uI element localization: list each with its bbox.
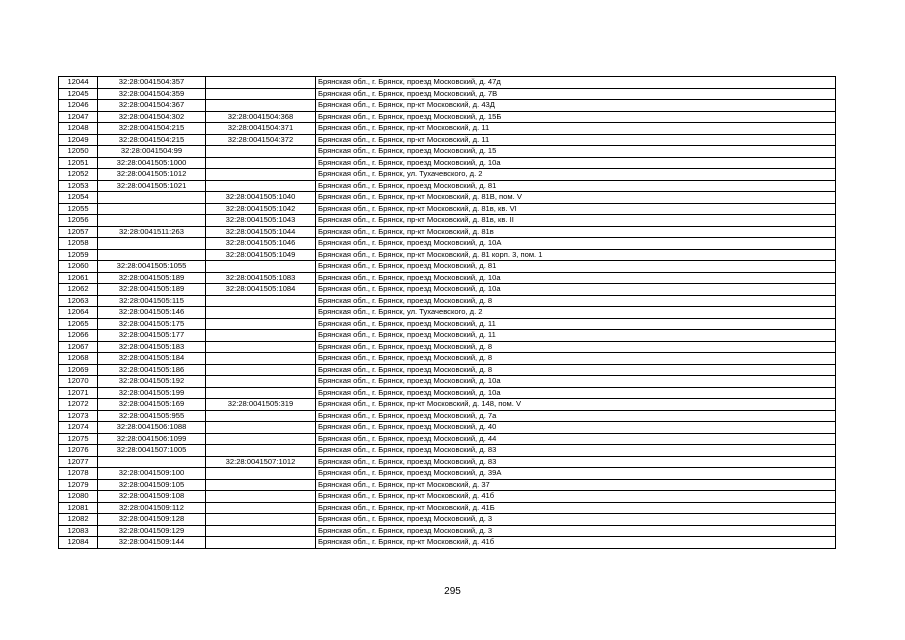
premises-cadastral-number-cell: [206, 445, 316, 457]
cadastral-number-cell: 32:28:0041505:189: [98, 284, 206, 296]
cadastral-number-cell: [98, 249, 206, 261]
table-row: [59, 502, 836, 514]
premises-cadastral-number-cell: 32:28:0041505:1040: [206, 192, 316, 204]
cadastral-number-cell: 32:28:0041509:108: [98, 491, 206, 503]
cadastral-number-cell: 32:28:0041505:1012: [98, 169, 206, 181]
row-number-cell: 12064: [59, 307, 98, 319]
premises-cadastral-number-cell: [206, 387, 316, 399]
address-cell: Брянская обл., г. Брянск, проезд Московский, д. 10А: [316, 238, 836, 250]
address-cell: Брянская обл., г. Брянск, пр-кт Московский, д. 148, пом. V: [316, 399, 836, 411]
premises-cadastral-number-cell: [206, 180, 316, 192]
premises-cadastral-number-cell: [206, 341, 316, 353]
row-number-cell: 12045: [59, 88, 98, 100]
table-row: [59, 295, 836, 307]
address-cell: Брянская обл., г. Брянск, проезд Московский, д. 10а: [316, 387, 836, 399]
row-number-cell: 12047: [59, 111, 98, 123]
premises-cadastral-number-cell: [206, 146, 316, 158]
address-cell: Брянская обл., г. Брянск, проезд Московский, д. 15Б: [316, 111, 836, 123]
premises-cadastral-number-cell: 32:28:0041507:1012: [206, 456, 316, 468]
cadastral-number-cell: 32:28:0041505:186: [98, 364, 206, 376]
premises-cadastral-number-cell: 32:28:0041505:319: [206, 399, 316, 411]
address-cell: Брянская обл., г. Брянск, пр-кт Московский, д. 37: [316, 479, 836, 491]
row-number-cell: 12077: [59, 456, 98, 468]
cadastral-number-cell: 32:28:0041509:100: [98, 468, 206, 480]
row-number-cell: 12070: [59, 376, 98, 388]
premises-cadastral-number-cell: [206, 353, 316, 365]
address-cell: Брянская обл., г. Брянск, пр-кт Московский, д. 81в, кв. VI: [316, 203, 836, 215]
table-row: [59, 387, 836, 399]
cadastral-number-cell: 32:28:0041505:199: [98, 387, 206, 399]
row-number-cell: 12068: [59, 353, 98, 365]
row-number-cell: 12083: [59, 525, 98, 537]
cadastral-number-cell: [98, 215, 206, 227]
row-number-cell: 12056: [59, 215, 98, 227]
cadastral-number-cell: 32:28:0041504:302: [98, 111, 206, 123]
premises-cadastral-number-cell: [206, 295, 316, 307]
table-row: [59, 514, 836, 526]
cadastral-number-cell: 32:28:0041509:129: [98, 525, 206, 537]
table-row: [59, 238, 836, 250]
page-number: 295: [444, 586, 461, 597]
address-cell: Брянская обл., г. Брянск, пр-кт Московский, д. 41б: [316, 537, 836, 549]
address-cell: Брянская обл., г. Брянск, проезд Московский, д. 39А: [316, 468, 836, 480]
address-cell: Брянская обл., г. Брянск, ул. Тухачевского, д. 2: [316, 169, 836, 181]
address-cell: Брянская обл., г. Брянск, пр-кт Московский, д. 41б: [316, 491, 836, 503]
cadastral-number-cell: [98, 203, 206, 215]
row-number-cell: 12076: [59, 445, 98, 457]
table-row: [59, 203, 836, 215]
address-cell: Брянская обл., г. Брянск, проезд Московский, д. 11: [316, 330, 836, 342]
row-number-cell: 12072: [59, 399, 98, 411]
table-row: [59, 134, 836, 146]
table-row: [59, 226, 836, 238]
cadastral-number-cell: 32:28:0041505:115: [98, 295, 206, 307]
table-row: [59, 433, 836, 445]
cadastral-number-cell: 32:28:0041505:192: [98, 376, 206, 388]
premises-cadastral-number-cell: [206, 479, 316, 491]
cadastral-number-cell: 32:28:0041504:367: [98, 100, 206, 112]
address-cell: Брянская обл., г. Брянск, проезд Московский, д. 8: [316, 341, 836, 353]
registry-table-body: [59, 77, 836, 549]
row-number-cell: 12052: [59, 169, 98, 181]
address-cell: Брянская обл., г. Брянск, пр-кт Московский, д. 81в, кв. II: [316, 215, 836, 227]
table-row: [59, 146, 836, 158]
row-number-cell: 12063: [59, 295, 98, 307]
address-cell: Брянская обл., г. Брянск, проезд Московский, д. 8: [316, 295, 836, 307]
address-cell: Брянская обл., г. Брянск, проезд Московский, д. 10а: [316, 376, 836, 388]
cadastral-number-cell: 32:28:0041505:1000: [98, 157, 206, 169]
cadastral-number-cell: 32:28:0041505:955: [98, 410, 206, 422]
address-cell: Брянская обл., г. Брянск, проезд Московский, д. 83: [316, 445, 836, 457]
table-row: [59, 215, 836, 227]
address-cell: Брянская обл., г. Брянск, ул. Тухачевского, д. 2: [316, 307, 836, 319]
premises-cadastral-number-cell: 32:28:0041505:1084: [206, 284, 316, 296]
table-row: [59, 479, 836, 491]
cadastral-number-cell: 32:28:0041505:1055: [98, 261, 206, 273]
premises-cadastral-number-cell: [206, 307, 316, 319]
row-number-cell: 12079: [59, 479, 98, 491]
table-row: [59, 330, 836, 342]
premises-cadastral-number-cell: [206, 157, 316, 169]
row-number-cell: 12044: [59, 77, 98, 89]
premises-cadastral-number-cell: [206, 88, 316, 100]
premises-cadastral-number-cell: [206, 376, 316, 388]
address-cell: Брянская обл., г. Брянск, проезд Московский, д. 81: [316, 180, 836, 192]
cadastral-number-cell: 32:28:0041504:357: [98, 77, 206, 89]
cadastral-number-cell: 32:28:0041509:112: [98, 502, 206, 514]
address-cell: Брянская обл., г. Брянск, проезд Московский, д. 8: [316, 353, 836, 365]
table-row: [59, 307, 836, 319]
row-number-cell: 12073: [59, 410, 98, 422]
address-cell: Брянская обл., г. Брянск, проезд Московский, д. 15: [316, 146, 836, 158]
table-row: [59, 157, 836, 169]
address-cell: Брянская обл., г. Брянск, проезд Московский, д. 10а: [316, 284, 836, 296]
premises-cadastral-number-cell: 32:28:0041505:1044: [206, 226, 316, 238]
premises-cadastral-number-cell: [206, 514, 316, 526]
cadastral-number-cell: 32:28:0041509:144: [98, 537, 206, 549]
cadastral-number-cell: 32:28:0041505:177: [98, 330, 206, 342]
row-number-cell: 12069: [59, 364, 98, 376]
table-row: [59, 192, 836, 204]
premises-cadastral-number-cell: [206, 468, 316, 480]
address-cell: Брянская обл., г. Брянск, проезд Московский, д. 10а: [316, 157, 836, 169]
address-cell: Брянская обл., г. Брянск, проезд Московский, д. 7а: [316, 410, 836, 422]
premises-cadastral-number-cell: [206, 77, 316, 89]
premises-cadastral-number-cell: [206, 537, 316, 549]
row-number-cell: 12051: [59, 157, 98, 169]
premises-cadastral-number-cell: [206, 364, 316, 376]
premises-cadastral-number-cell: [206, 330, 316, 342]
table-row: [59, 100, 836, 112]
premises-cadastral-number-cell: [206, 491, 316, 503]
premises-cadastral-number-cell: [206, 100, 316, 112]
table-row: [59, 341, 836, 353]
row-number-cell: 12049: [59, 134, 98, 146]
table-row: [59, 376, 836, 388]
table-row: [59, 77, 836, 89]
row-number-cell: 12082: [59, 514, 98, 526]
premises-cadastral-number-cell: 32:28:0041505:1083: [206, 272, 316, 284]
table-row: [59, 537, 836, 549]
premises-cadastral-number-cell: 32:28:0041504:372: [206, 134, 316, 146]
premises-cadastral-number-cell: [206, 318, 316, 330]
row-number-cell: 12054: [59, 192, 98, 204]
address-cell: Брянская обл., г. Брянск, пр-кт Московский, д. 81 корп. 3, пом. 1: [316, 249, 836, 261]
table-row: [59, 180, 836, 192]
cadastral-number-cell: 32:28:0041509:128: [98, 514, 206, 526]
row-number-cell: 12061: [59, 272, 98, 284]
premises-cadastral-number-cell: 32:28:0041505:1046: [206, 238, 316, 250]
table-row: [59, 456, 836, 468]
cadastral-number-cell: 32:28:0041505:169: [98, 399, 206, 411]
cadastral-number-cell: 32:28:0041504:99: [98, 146, 206, 158]
table-row: [59, 353, 836, 365]
row-number-cell: 12055: [59, 203, 98, 215]
cadastral-number-cell: 32:28:0041505:183: [98, 341, 206, 353]
table-row: [59, 111, 836, 123]
cadastral-number-cell: 32:28:0041505:184: [98, 353, 206, 365]
row-number-cell: 12071: [59, 387, 98, 399]
address-cell: Брянская обл., г. Брянск, проезд Московский, д. 44: [316, 433, 836, 445]
row-number-cell: 12046: [59, 100, 98, 112]
premises-cadastral-number-cell: [206, 433, 316, 445]
table-row: [59, 445, 836, 457]
address-cell: Брянская обл., г. Брянск, проезд Московский, д. 47д: [316, 77, 836, 89]
table-row: [59, 284, 836, 296]
address-cell: Брянская обл., г. Брянск, проезд Московский, д. 11: [316, 318, 836, 330]
premises-cadastral-number-cell: [206, 525, 316, 537]
table-row: [59, 261, 836, 273]
address-cell: Брянская обл., г. Брянск, пр-кт Московский, д. 41Б: [316, 502, 836, 514]
premises-cadastral-number-cell: 32:28:0041505:1049: [206, 249, 316, 261]
table-row: [59, 88, 836, 100]
premises-cadastral-number-cell: [206, 261, 316, 273]
address-cell: Брянская обл., г. Брянск, проезд Московский, д. 10а: [316, 272, 836, 284]
cadastral-number-cell: 32:28:0041511:263: [98, 226, 206, 238]
row-number-cell: 12074: [59, 422, 98, 434]
row-number-cell: 12059: [59, 249, 98, 261]
table-row: [59, 422, 836, 434]
row-number-cell: 12080: [59, 491, 98, 503]
row-number-cell: 12084: [59, 537, 98, 549]
address-cell: Брянская обл., г. Брянск, проезд Московский, д. 81: [316, 261, 836, 273]
cadastral-number-cell: 32:28:0041504:215: [98, 123, 206, 135]
premises-cadastral-number-cell: [206, 410, 316, 422]
cadastral-number-cell: 32:28:0041504:215: [98, 134, 206, 146]
cadastral-number-cell: [98, 192, 206, 204]
table-row: [59, 272, 836, 284]
row-number-cell: 12066: [59, 330, 98, 342]
cadastral-number-cell: 32:28:0041505:175: [98, 318, 206, 330]
row-number-cell: 12075: [59, 433, 98, 445]
cadastral-number-cell: 32:28:0041505:146: [98, 307, 206, 319]
row-number-cell: 12048: [59, 123, 98, 135]
cadastral-number-cell: 32:28:0041505:189: [98, 272, 206, 284]
table-row: [59, 169, 836, 181]
row-number-cell: 12050: [59, 146, 98, 158]
address-cell: Брянская обл., г. Брянск, пр-кт Московский, д. 81В, пом. V: [316, 192, 836, 204]
cadastral-number-cell: [98, 238, 206, 250]
address-cell: Брянская обл., г. Брянск, пр-кт Московский, д. 11: [316, 123, 836, 135]
cadastral-number-cell: 32:28:0041507:1005: [98, 445, 206, 457]
premises-cadastral-number-cell: 32:28:0041504:371: [206, 123, 316, 135]
address-cell: Брянская обл., г. Брянск, проезд Московский, д. 3: [316, 525, 836, 537]
address-cell: Брянская обл., г. Брянск, пр-кт Московский, д. 11: [316, 134, 836, 146]
cadastral-number-cell: 32:28:0041506:1099: [98, 433, 206, 445]
cadastral-number-cell: 32:28:0041509:105: [98, 479, 206, 491]
table-row: [59, 525, 836, 537]
address-cell: Брянская обл., г. Брянск, проезд Московский, д. 40: [316, 422, 836, 434]
address-cell: Брянская обл., г. Брянск, пр-кт Московский, д. 43Д: [316, 100, 836, 112]
table-row: [59, 491, 836, 503]
table-row: [59, 318, 836, 330]
row-number-cell: 12057: [59, 226, 98, 238]
row-number-cell: 12060: [59, 261, 98, 273]
table-row: [59, 123, 836, 135]
cadastral-number-cell: [98, 456, 206, 468]
address-cell: Брянская обл., г. Брянск, проезд Московский, д. 3: [316, 514, 836, 526]
premises-cadastral-number-cell: [206, 169, 316, 181]
address-cell: Брянская обл., г. Брянск, проезд Московский, д. 8: [316, 364, 836, 376]
row-number-cell: 12053: [59, 180, 98, 192]
premises-cadastral-number-cell: 32:28:0041504:368: [206, 111, 316, 123]
cadastral-number-cell: 32:28:0041504:359: [98, 88, 206, 100]
row-number-cell: 12065: [59, 318, 98, 330]
row-number-cell: 12067: [59, 341, 98, 353]
cadastral-number-cell: 32:28:0041505:1021: [98, 180, 206, 192]
address-cell: Брянская обл., г. Брянск, проезд Московский, д. 7В: [316, 88, 836, 100]
row-number-cell: 12078: [59, 468, 98, 480]
row-number-cell: 12081: [59, 502, 98, 514]
table-row: [59, 364, 836, 376]
premises-cadastral-number-cell: [206, 422, 316, 434]
address-cell: Брянская обл., г. Брянск, проезд Московский, д. 83: [316, 456, 836, 468]
table-row: [59, 249, 836, 261]
premises-cadastral-number-cell: [206, 502, 316, 514]
row-number-cell: 12062: [59, 284, 98, 296]
address-cell: Брянская обл., г. Брянск, пр-кт Московский, д. 81в: [316, 226, 836, 238]
premises-cadastral-number-cell: 32:28:0041505:1043: [206, 215, 316, 227]
row-number-cell: 12058: [59, 238, 98, 250]
table-row: [59, 399, 836, 411]
table-row: [59, 468, 836, 480]
premises-cadastral-number-cell: 32:28:0041505:1042: [206, 203, 316, 215]
cadastral-number-cell: 32:28:0041506:1088: [98, 422, 206, 434]
table-row: [59, 410, 836, 422]
registry-table: [58, 76, 836, 549]
